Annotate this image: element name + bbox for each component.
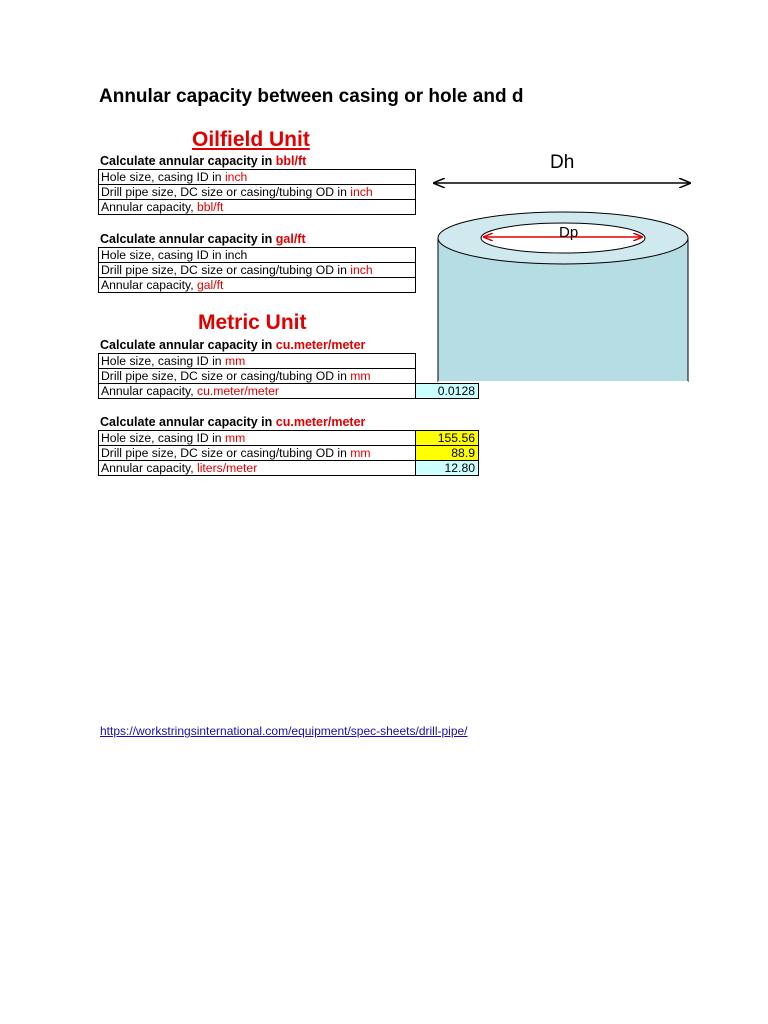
- result-cell[interactable]: 12.80: [416, 461, 479, 476]
- metric-unit-heading: Metric Unit: [198, 311, 307, 334]
- row-label: Drill pipe size, DC size or casing/tubing OD in mm: [99, 446, 416, 461]
- row-label: Drill pipe size, DC size or casing/tubing OD in inch: [99, 185, 416, 200]
- oilfield-table1-caption: Calculate annular capacity in bbl/ft: [100, 154, 307, 168]
- table-row: [99, 278, 416, 293]
- oilfield-unit-heading: Oilfield Unit: [192, 128, 310, 151]
- hole-size-input-cell[interactable]: 155.56: [416, 431, 479, 446]
- row-label: Hole size, casing ID in mm: [99, 354, 416, 369]
- table-row: [99, 384, 479, 399]
- oilfield-table2-caption: Calculate annular capacity in gal/ft: [100, 232, 306, 246]
- table-row: [99, 170, 416, 185]
- spec-sheet-link[interactable]: https://workstringsinternational.com/equipment/spec-sheets/drill-pipe/: [100, 724, 468, 738]
- row-label: Drill pipe size, DC size or casing/tubing OD in inch: [99, 263, 416, 278]
- row-label: Annular capacity, gal/ft: [99, 278, 416, 293]
- row-label: Annular capacity, liters/meter: [99, 461, 416, 476]
- metric-cubic-table: [98, 353, 479, 399]
- row-label: Hole size, casing ID in inch: [99, 170, 416, 185]
- row-label: Annular capacity, cu.meter/meter: [99, 384, 416, 399]
- result-cell[interactable]: 0.0128: [416, 384, 479, 399]
- table-row: [99, 263, 416, 278]
- table-row: [99, 354, 479, 369]
- table-row: [99, 431, 479, 446]
- page-title: Annular capacity between casing or hole and d: [99, 86, 524, 107]
- row-label: Hole size, casing ID in mm: [99, 431, 416, 446]
- dp-label: Dp: [559, 224, 579, 241]
- table-row: [99, 369, 479, 384]
- table-row: [99, 185, 416, 200]
- row-label: Hole size, casing ID in inch: [99, 248, 416, 263]
- oilfield-bbl-table: [98, 169, 416, 215]
- oilfield-gal-table: [98, 247, 416, 293]
- table-row: [99, 248, 416, 263]
- table-row: [99, 461, 479, 476]
- dh-label: Dh: [550, 152, 575, 173]
- table-row: [99, 200, 416, 215]
- table-row: [99, 446, 479, 461]
- row-label: Drill pipe size, DC size or casing/tubing OD in mm: [99, 369, 416, 384]
- annulus-diagram: [428, 140, 698, 382]
- metric-table2-caption: Calculate annular capacity in cu.meter/meter: [100, 415, 366, 429]
- metric-table1-caption: Calculate annular capacity in cu.meter/meter: [100, 338, 366, 352]
- pipe-od-input-cell[interactable]: 88.9: [416, 446, 479, 461]
- row-label: Annular capacity, bbl/ft: [99, 200, 416, 215]
- metric-liters-table: [98, 430, 479, 476]
